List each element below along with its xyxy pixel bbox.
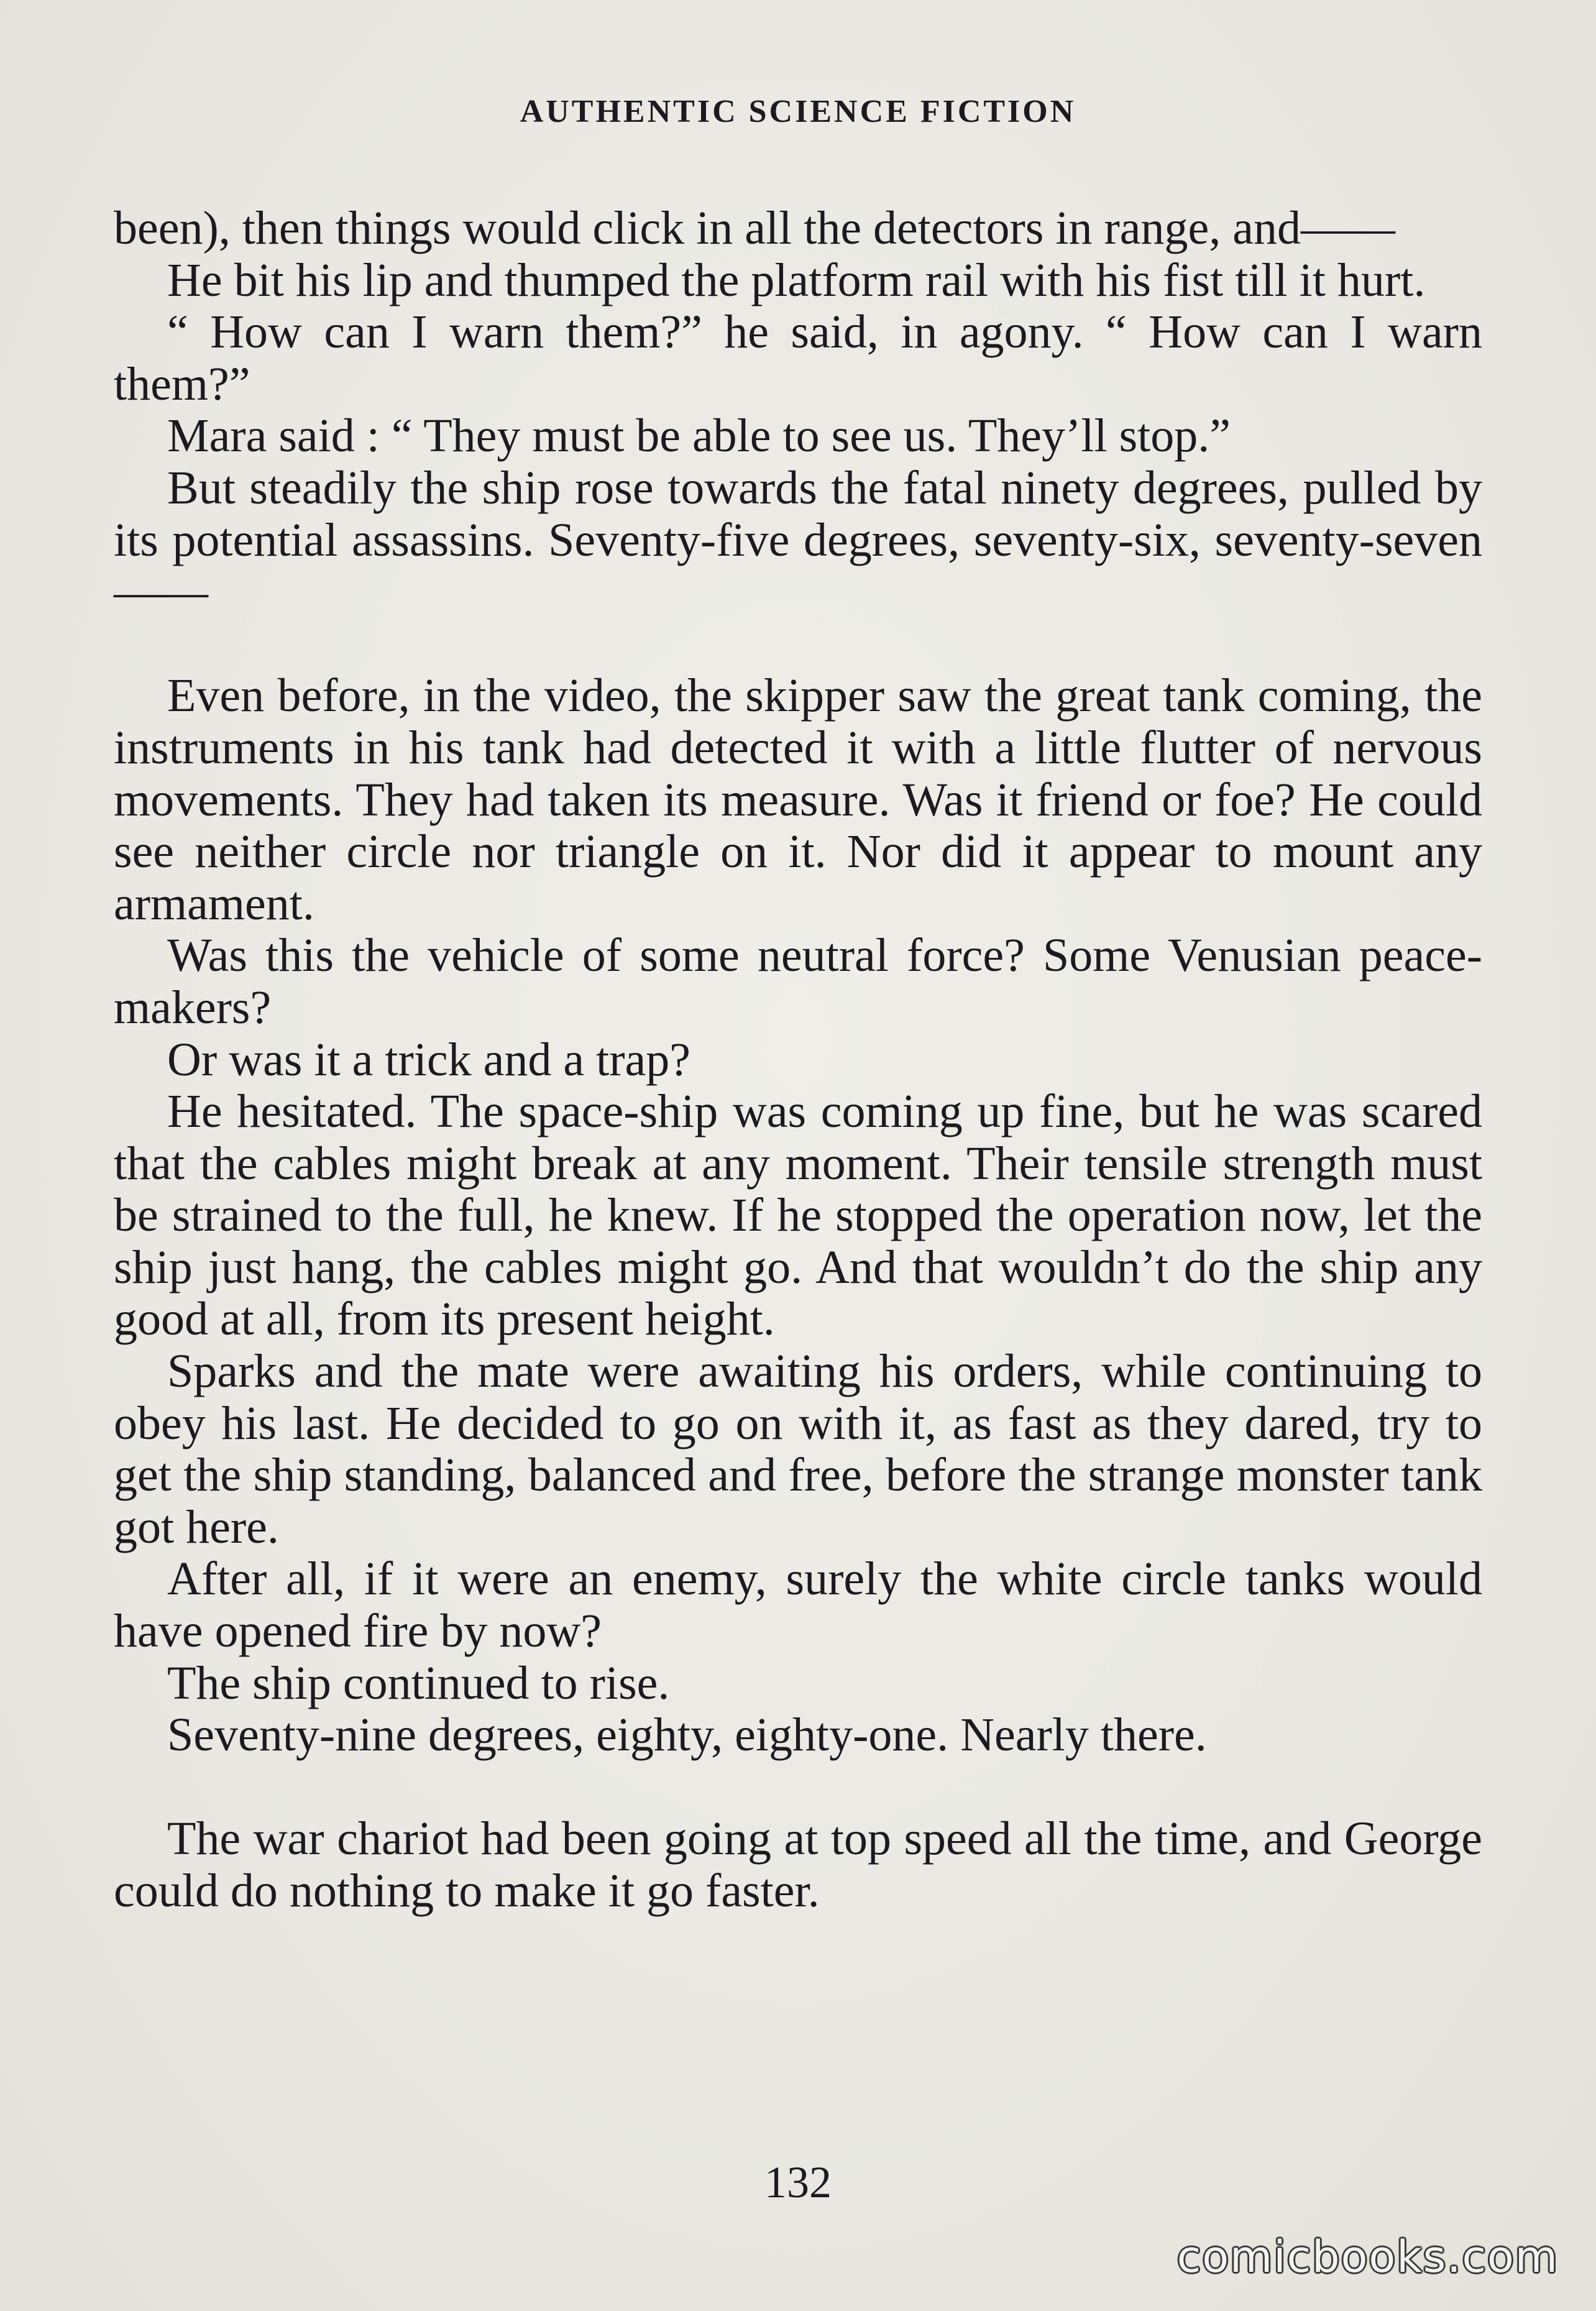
paragraph-continuation: been), then things would click in all the detectors in range, and—— xyxy=(114,202,1395,254)
paragraph: Was this the vehicle of some neutral force? Some Venusian peace-makers? xyxy=(114,929,1482,1034)
paragraph: Sparks and the mate were awaiting his orders, while continuing to obey his last. He decided to go on with it, as fast as they dared, try to get the ship standing, balanced and free, before the strange monster tank got here. xyxy=(114,1345,1482,1553)
page-number: 132 xyxy=(764,2157,832,2207)
paragraph: Mara said : “ They must be able to see us. They’ll stop.” xyxy=(167,410,1231,462)
paragraph: But steadily the ship rose towards the fatal ninety degrees, pulled by its potential assassins. Seventy-five degrees, seventy-six, seventy-seven—— xyxy=(114,461,1482,618)
paragraph: “ How can I warn them?” he said, in agony. “ How can I warn them?” xyxy=(114,306,1482,410)
paragraph: After all, if it were an enemy, surely the white circle tanks would have opened fire by now? xyxy=(114,1553,1482,1658)
running-head: AUTHENTIC SCIENCE FICTION xyxy=(520,94,1076,129)
paragraph: Seventy-nine degrees, eighty, eighty-one. Nearly there. xyxy=(167,1709,1207,1762)
paragraph: He bit his lip and thumped the platform rail with his fist till it hurt. xyxy=(167,254,1426,306)
body-text xyxy=(114,203,1482,1918)
paragraph-section-start: Even before, in the video, the skipper saw the great tank coming, the instruments in his tank had detected it with a little flutter of nervous movements. They had taken its measure. Was it friend or foe? He could see neither circle nor triangle on it. Nor did it appear to mount any armament. xyxy=(114,669,1482,930)
paragraph: Or was it a trick and a trap? xyxy=(167,1033,690,1086)
site-watermark: comicbooks.com xyxy=(1176,2231,1559,2282)
paragraph: The ship continued to rise. xyxy=(167,1656,670,1709)
paragraph-section-start: The war chariot had been going at top speed all the time, and George could do nothing to make it go faster. xyxy=(114,1813,1482,1917)
paragraph: He hesitated. The space-ship was coming up fine, but he was scared that the cables might break at any moment. Their tensile strength must be strained to the full, he knew. If he stopped the operation now, let the ship just hang, the cables might go. And that wouldn’t do the ship any good at all, from its present height. xyxy=(114,1085,1482,1346)
